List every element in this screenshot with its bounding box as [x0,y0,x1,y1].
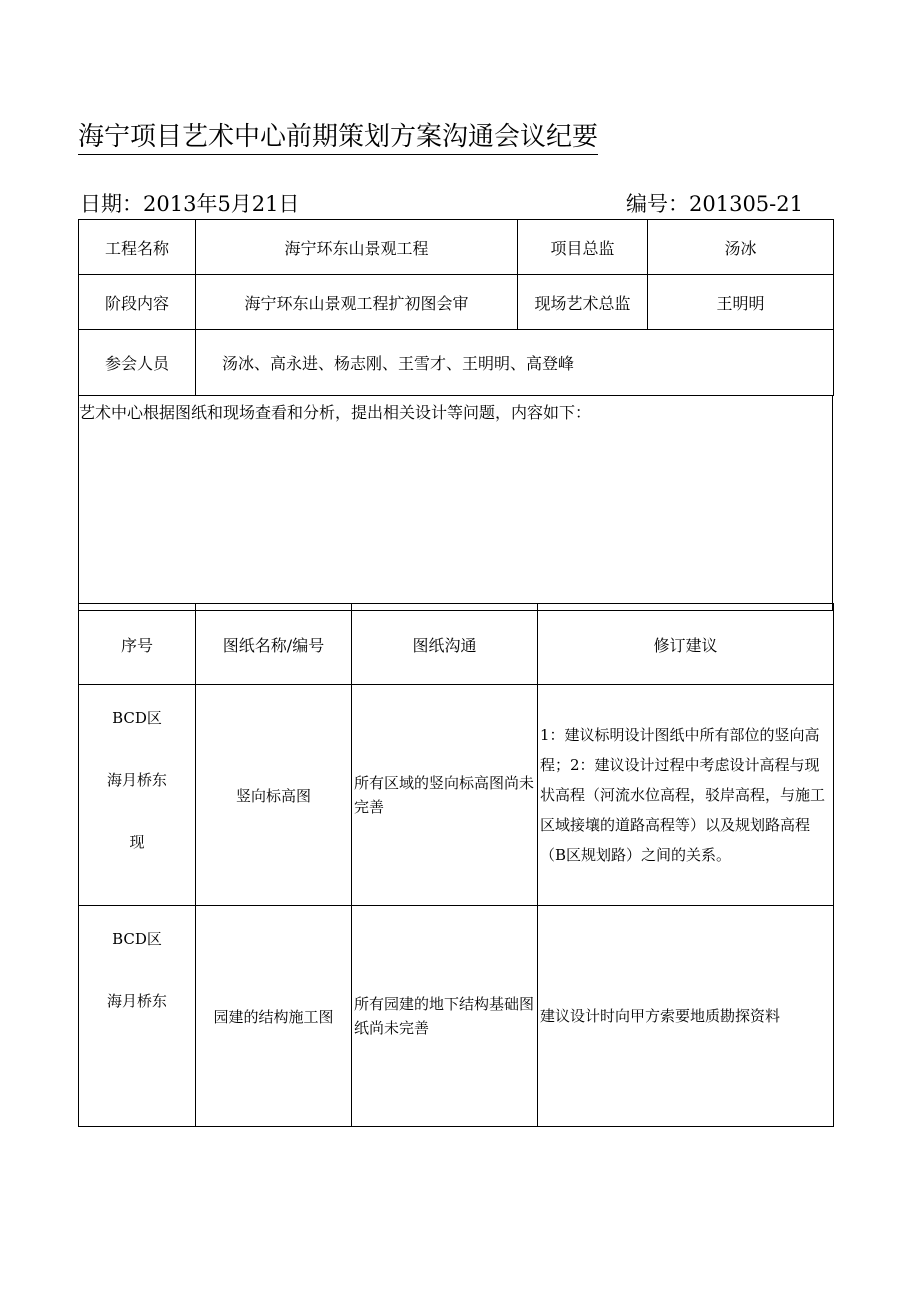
area-line-1: BCD区 [112,930,162,948]
meeting-date: 日期：2013年5月21日 [80,192,300,216]
area-line-2: 海月桥东 [106,771,167,789]
supervisor-value: 汤冰 [648,220,834,275]
area-line-3: 现 [129,833,145,851]
area-cell [79,685,196,906]
supervisor-label: 项目总监 [518,220,648,275]
project-name-label: 工程名称 [79,220,196,275]
table-row [79,906,834,1127]
attendees-value: 汤冰、高永进、杨志刚、王雪才、王明明、高登峰 [196,330,834,396]
communication-cell: 所有区域的竖向标高图尚未完善 [352,685,538,906]
area-line-1: BCD区 [112,709,162,727]
communication-cell: 所有园建的地下结构基础图纸尚未完善 [352,906,538,1127]
header-suggestion: 修订建议 [538,604,834,685]
header-seq: 序号 [79,604,196,685]
stage-value: 海宁环东山景观工程扩初图会审 [196,275,518,330]
area-line-2: 海月桥东 [106,992,167,1010]
drawing-review-table [78,603,834,1127]
attendees-label: 参会人员 [79,330,196,396]
project-info-table [78,219,834,396]
intro-text: 艺术中心根据图纸和现场查看和分析，提出相关设计等问题，内容如下： [79,396,833,611]
drawing-name-cell: 园建的结构施工图 [196,906,352,1127]
drawing-name-cell: 竖向标高图 [196,685,352,906]
site-director-label: 现场艺术总监 [518,275,648,330]
document-title: 海宁项目艺术中心前期策划方案沟通会议纪要 [78,120,598,155]
stage-label: 阶段内容 [79,275,196,330]
content-box [78,395,833,611]
site-director-value: 王明明 [648,275,834,330]
header-communication: 图纸沟通 [352,604,538,685]
header-drawing-name: 图纸名称/编号 [196,604,352,685]
table-row [79,685,834,906]
suggestion-cell: 建议设计时向甲方索要地质勘探资料 [538,906,834,1127]
suggestion-cell: 1：建议标明设计图纸中所有部位的竖向高程；2：建议设计过程中考虑设计高程与现状高程（河流水位高程，驳岸高程，与施工区域接壤的道路高程等）以及规划路高程（B区规划路）之间的关系。 [538,685,834,906]
project-name-value: 海宁环东山景观工程 [196,220,518,275]
area-cell [79,906,196,1127]
document-number: 编号：201305-21 [626,192,803,216]
